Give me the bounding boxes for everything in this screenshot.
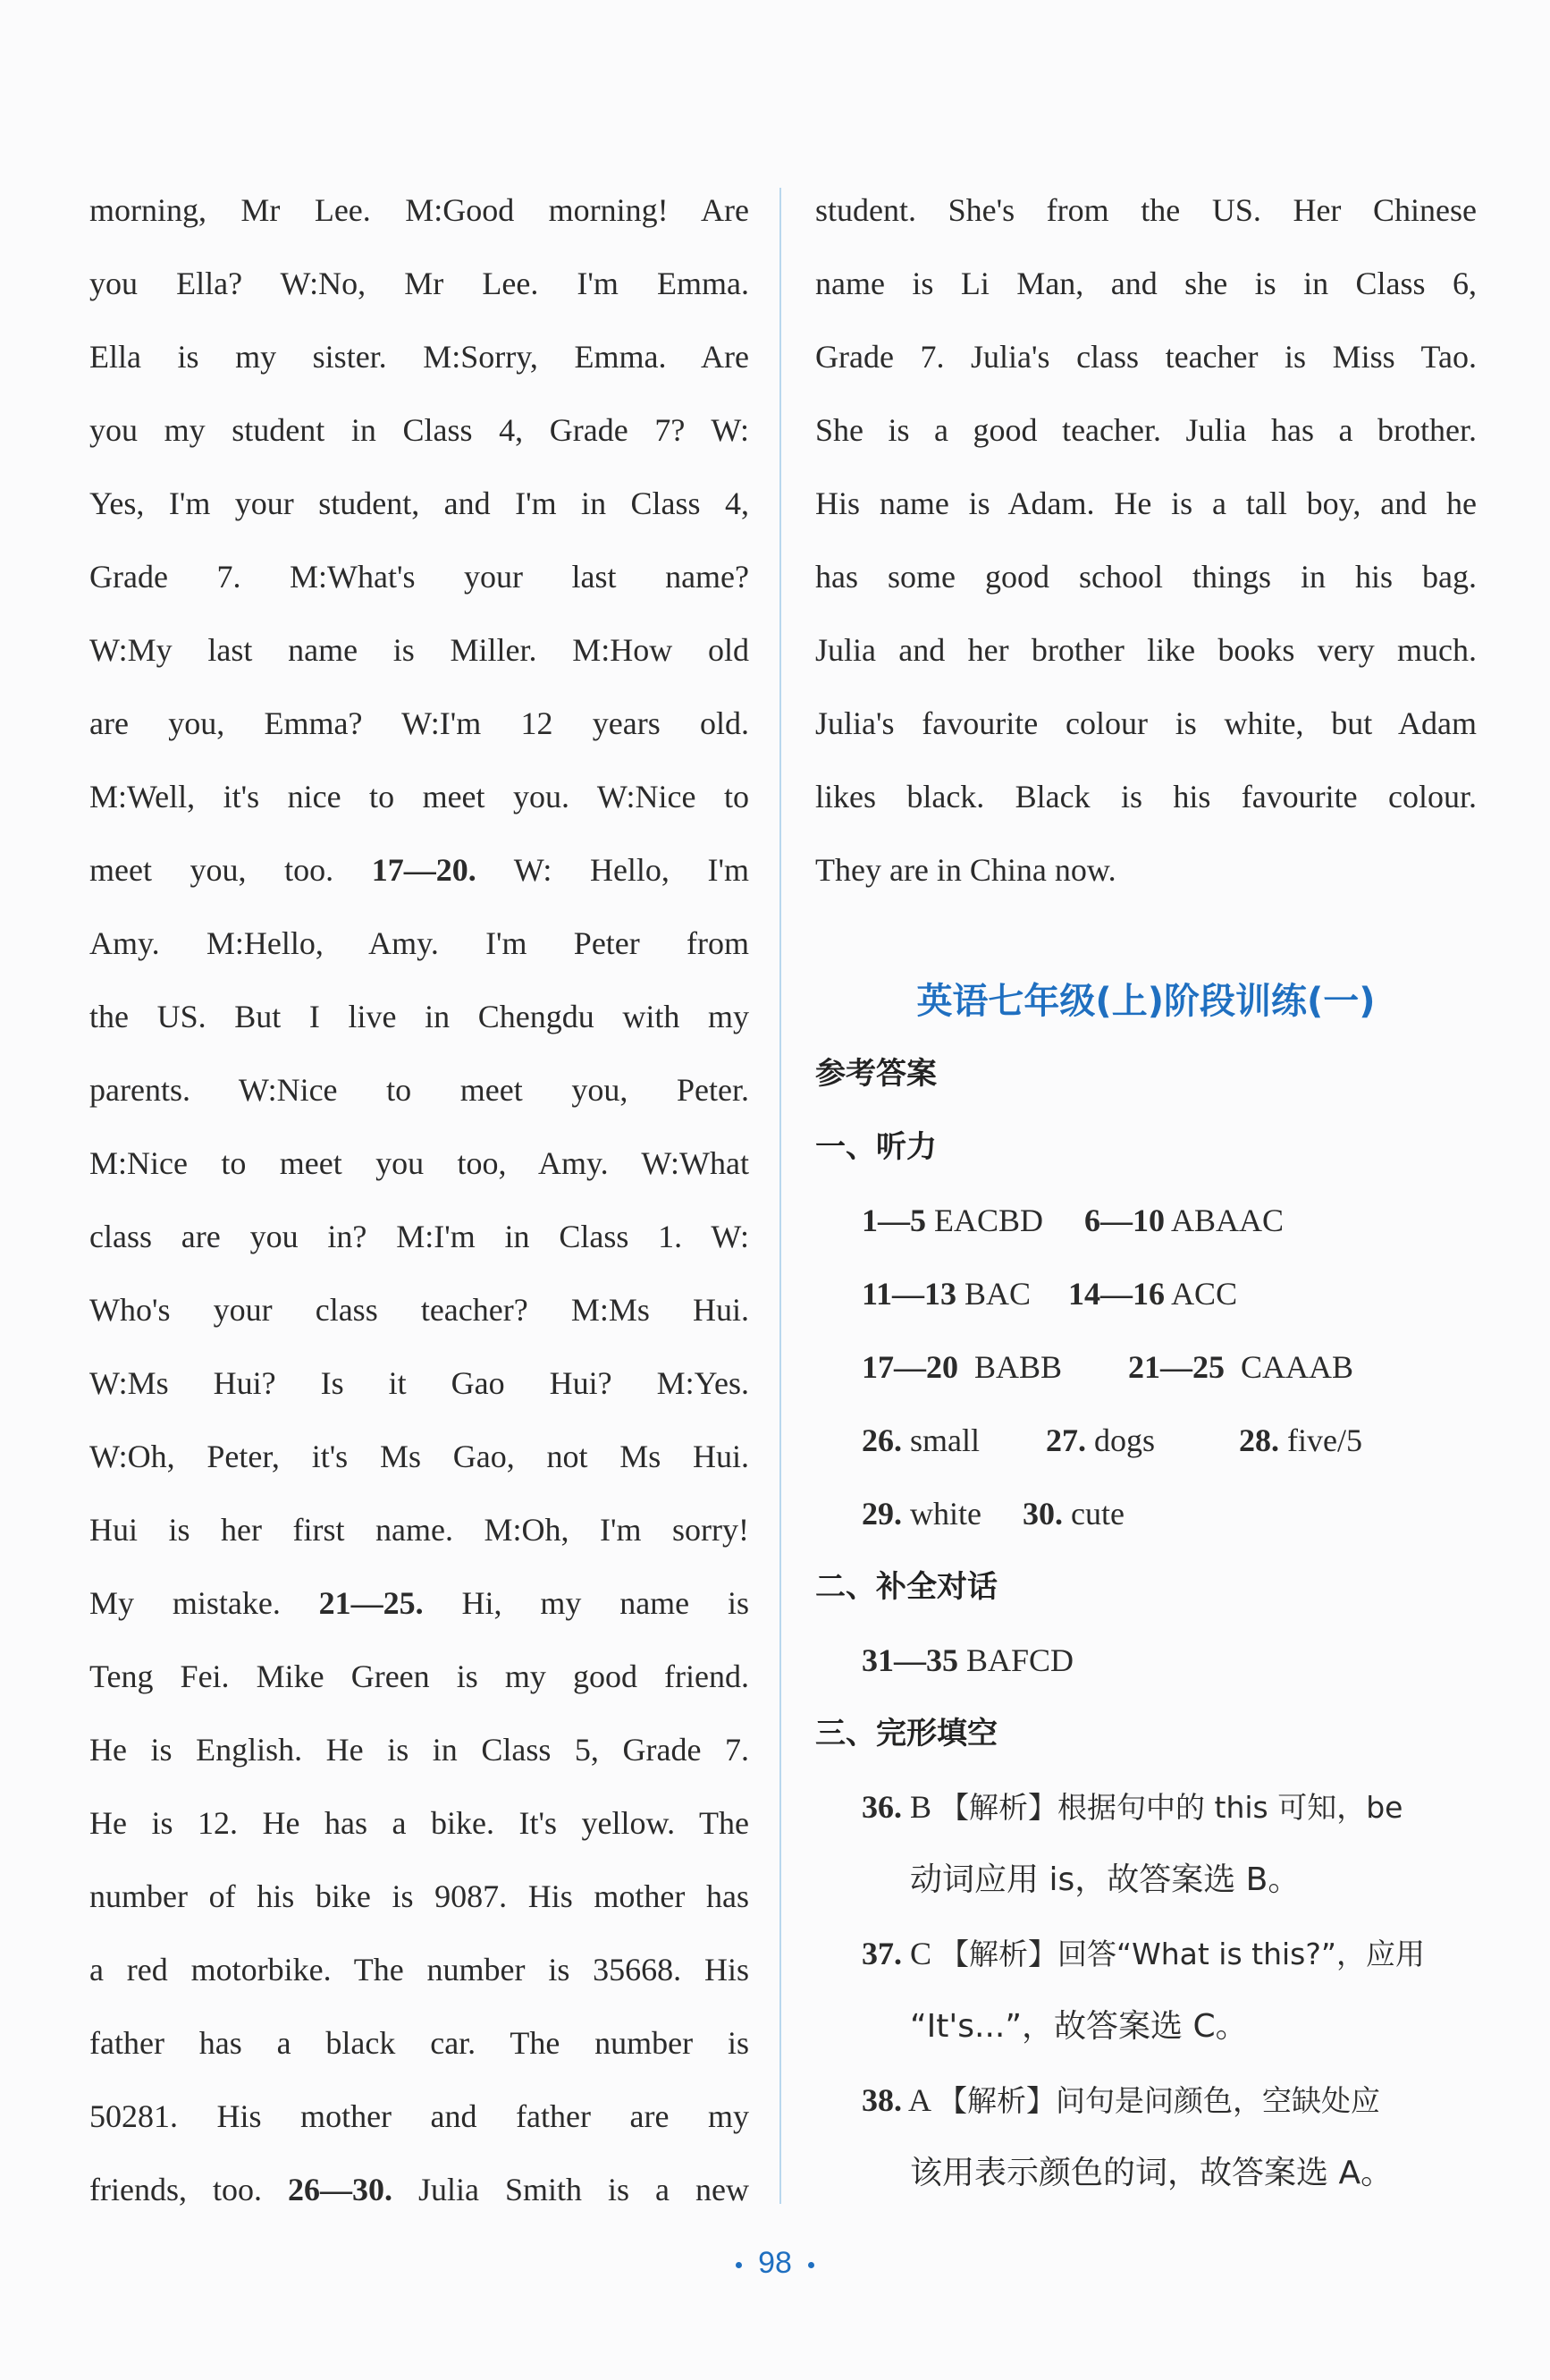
question-number: 21—25. (318, 1585, 424, 1621)
answer-row (815, 1780, 1477, 1853)
text-line: likes black. Black is his favourite colour. (815, 779, 1477, 814)
text-line: you Ella? W:No, Mr Lee. I'm Emma. (89, 266, 749, 301)
answer-row (815, 1633, 1477, 1707)
answer-value: CAAAB (1241, 1349, 1354, 1385)
analysis-text: 该用表示颜色的词，故答案选 A。 (910, 2155, 1394, 2191)
analysis-tag: 【解析】 (939, 1790, 1058, 1825)
text-line: Teng Fei. Mike Green is my good friend. (89, 1658, 749, 1694)
answer-row (815, 2073, 1477, 2147)
analysis-text: 根据句中的 this 可知，be (1057, 1790, 1403, 1825)
text-segment: W: Hello, I'm (476, 852, 749, 888)
answer-number: 21—25 (1128, 1349, 1226, 1385)
text-line: a red motorbike. The number is 35668. His (89, 1952, 749, 1988)
answer-value: white (910, 1496, 981, 1532)
analysis-tag: 【解析】 (939, 1937, 1058, 1971)
text-line: father has a black car. The number is (89, 2025, 749, 2061)
answer-value: EACBD (934, 1203, 1044, 1238)
text-line: name is Li Man, and she is in Class 6, (815, 266, 1477, 301)
text-line (89, 1576, 749, 1650)
analysis-text: 问句是问颜色，空缺处应 (1056, 2083, 1381, 2118)
text-segment: friends, too. (89, 2172, 262, 2207)
text-line: Who's your class teacher? M:Ms Hui. (89, 1292, 749, 1328)
answer-value: small (910, 1422, 980, 1458)
text-line: Hui is her first name. M:Oh, I'm sorry! (89, 1512, 749, 1548)
answer-value: ACC (1171, 1276, 1238, 1312)
answer-row (815, 1194, 1477, 1267)
answer-value: BAC (965, 1276, 1032, 1312)
analysis-text: 动词应用 is，故答案选 B。 (910, 1861, 1301, 1898)
analysis-text: “It's...”，故答案选 C。 (910, 2008, 1248, 2045)
answer-number: 26. (862, 1422, 902, 1458)
analysis-text: 回答“What is this?”，应用 (1057, 1937, 1425, 1971)
answer-row (815, 1267, 1477, 1340)
text-line (89, 2163, 749, 2236)
text-line: He is 12. He has a bike. It's yellow. The (89, 1805, 749, 1841)
text-line: the US. But I live in Chengdu with my (89, 999, 749, 1034)
question-number: 26—30. (288, 2172, 392, 2207)
answer-row (815, 1414, 1477, 1487)
text-line: you my student in Class 4, Grade 7? W: (89, 412, 749, 448)
part3-heading: 三、完形填空 (815, 1716, 998, 1751)
text-line: His name is Adam. He is a tall boy, and he (815, 485, 1477, 521)
answer-number: 17—20 (862, 1349, 958, 1385)
text-line: parents. W:Nice to meet you, Peter. (89, 1072, 749, 1108)
text-line: morning, Mr Lee. M:Good morning! Are (89, 192, 749, 228)
text-line: M:Well, it's nice to meet you. W:Nice to (89, 779, 749, 814)
text-segment: Julia Smith is a new (392, 2172, 749, 2207)
text-line: number of his bike is 9087. His mother has (89, 1878, 749, 1914)
text-line: Amy. M:Hello, Amy. I'm Peter from (89, 925, 749, 961)
text-line: They are in China now. (815, 852, 1116, 888)
answer-number: 11—13 (862, 1276, 957, 1312)
answer-row (815, 1487, 1477, 1560)
section-title: 英语七年级(上)阶段训练(一) (916, 981, 1376, 1022)
text-line: class are you in? M:I'm in Class 1. W: (89, 1219, 749, 1254)
answer-number: 28. (1239, 1422, 1280, 1458)
answer-value: cute (1070, 1496, 1125, 1532)
answer-number: 37. (862, 1936, 902, 1971)
text-line: M:Nice to meet you too, Amy. W:What (89, 1145, 749, 1181)
answer-number: 6—10 (1084, 1203, 1166, 1238)
bullet-dot (808, 2262, 814, 2268)
answer-value: ABAAC (1171, 1203, 1285, 1238)
text-line: student. She's from the US. Her Chinese (815, 192, 1477, 228)
answer-number: 38. (862, 2082, 902, 2118)
text-line: W:My last name is Miller. M:How old (89, 632, 749, 668)
text-line: 50281. His mother and father are my (89, 2098, 749, 2134)
right-column (815, 183, 1477, 2220)
answer-value: BABB (974, 1349, 1063, 1385)
ref-answers-heading: 参考答案 (815, 1056, 937, 1092)
answer-value: five/5 (1287, 1422, 1362, 1458)
analysis-tag: 【解析】 (938, 2083, 1057, 2118)
answer-number: 36. (862, 1789, 902, 1825)
text-line: He is English. He is in Class 5, Grade 7. (89, 1732, 749, 1768)
question-number: 17—20. (371, 852, 476, 888)
answer-value: B (910, 1789, 932, 1825)
text-line (89, 843, 749, 916)
part1-heading: 一、听力 (815, 1129, 937, 1165)
text-line: has some good school things in his bag. (815, 559, 1477, 595)
answer-number: 27. (1046, 1422, 1086, 1458)
text-line: She is a good teacher. Julia has a brother. (815, 412, 1477, 448)
answer-number: 1—5 (862, 1203, 926, 1238)
answer-number: 29. (862, 1496, 902, 1532)
answer-number: 31—35 (862, 1642, 958, 1678)
page-number-text: 98 (758, 2246, 792, 2280)
text-line: W:Oh, Peter, it's Ms Gao, not Ms Hui. (89, 1439, 749, 1474)
text-segment: My mistake. (89, 1585, 281, 1621)
answer-value: C (910, 1936, 932, 1971)
answer-value: dogs (1094, 1422, 1156, 1458)
text-line: W:Ms Hui? Is it Gao Hui? M:Yes. (89, 1365, 749, 1401)
answer-number: 14—16 (1068, 1276, 1166, 1312)
text-line: Julia and her brother like books very much. (815, 632, 1477, 668)
text-segment: meet you, too. (89, 852, 334, 888)
answer-row (815, 1927, 1477, 2000)
answer-number: 30. (1022, 1496, 1063, 1532)
answer-value: A (908, 2082, 931, 2118)
text-line: Yes, I'm your student, and I'm in Class 4, (89, 485, 749, 521)
text-line: Grade 7. M:What's your last name? (89, 559, 749, 595)
text-line: Grade 7. Julia's class teacher is Miss Tao. (815, 339, 1477, 375)
bullet-dot (736, 2262, 742, 2268)
answer-value: BAFCD (966, 1642, 1074, 1678)
text-segment: Hi, my name is (423, 1585, 749, 1621)
text-line: Ella is my sister. M:Sorry, Emma. Are (89, 339, 749, 375)
left-column (89, 183, 749, 2236)
text-line: are you, Emma? W:I'm 12 years old. (89, 705, 749, 741)
page-number (0, 2246, 1550, 2281)
part2-heading: 二、补全对话 (815, 1569, 998, 1605)
text-line: Julia's favourite colour is white, but Adam (815, 705, 1477, 741)
column-divider (779, 188, 781, 2204)
answer-row (815, 1340, 1477, 1414)
